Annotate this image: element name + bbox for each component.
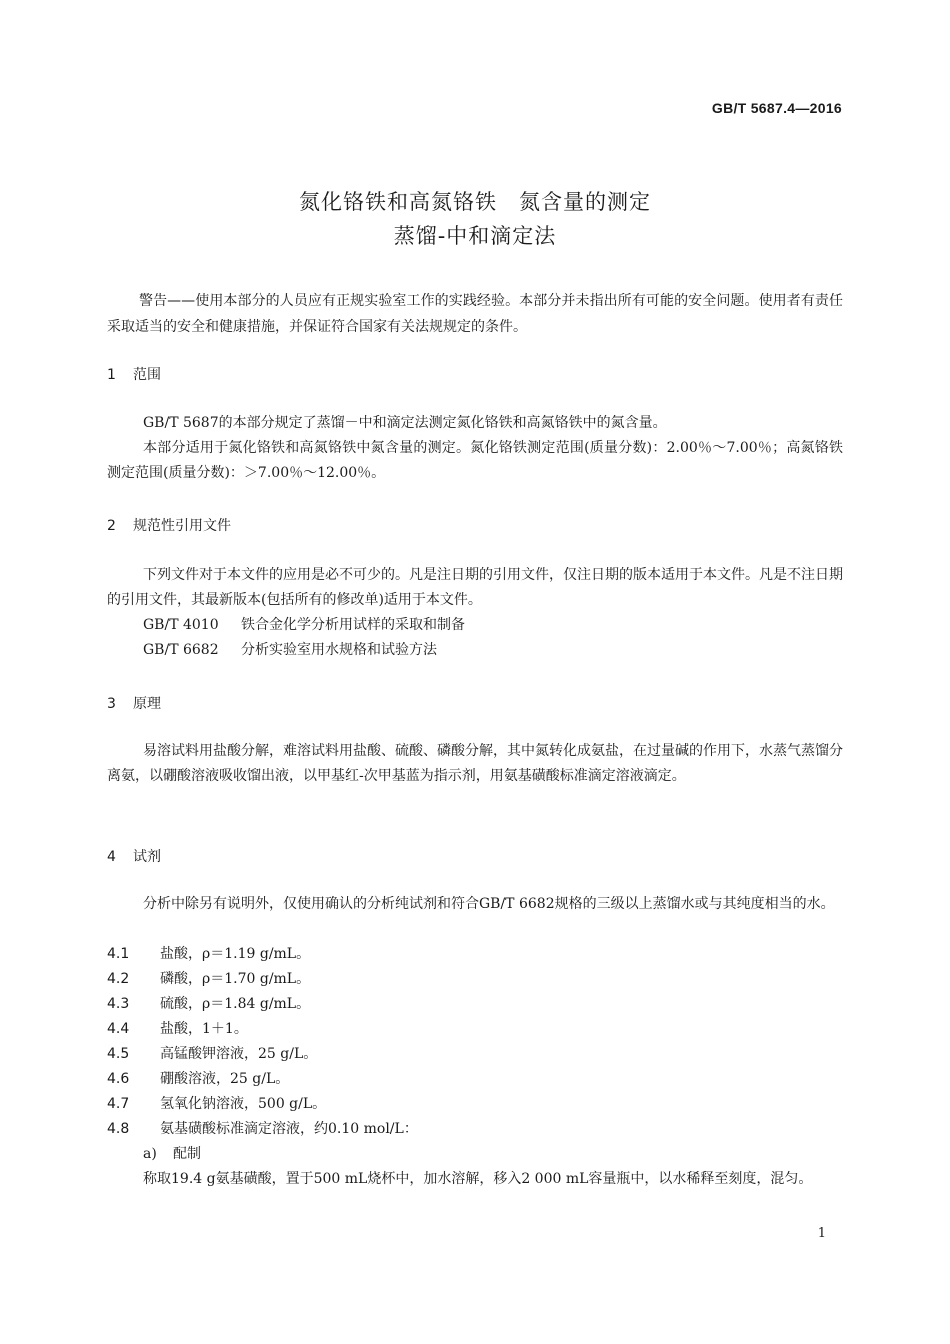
scope-paragraph-1: GB/T 5687的本部分规定了蒸馏－中和滴定法测定氮化铬铁和高氮铬铁中的氮含量。: [143, 415, 667, 431]
normative-paragraph: 下列文件对于本文件的应用是必不可少的。凡是注日期的引用文件，仅注日期的版本适用于本文件。凡是不注日期的引用文件，其最新版本(包括所有的修改单)适用于本文件。: [107, 567, 843, 608]
principle-paragraph: 易溶试料用盐酸分解，难溶试料用盐酸、硫酸、磷酸分解，其中氮转化成氨盐，在过量碱的作用下，水蒸气蒸馏分离氨，以硼酸溶液吸收馏出液，以甲基红-次甲基蓝为指示剂，用氨基磺酸标准滴定溶液滴定。: [107, 743, 843, 784]
item-text: 硼酸溶液，25 g/L。: [160, 1071, 290, 1087]
section-title: 规范性引用文件: [133, 518, 231, 534]
reagent-item: [107, 967, 310, 992]
sub-item-a: [143, 1142, 201, 1167]
reagent-item: [107, 942, 310, 967]
section-title: 试剂: [133, 849, 161, 865]
section-number: 4: [107, 849, 116, 865]
item-number: 4.2: [107, 971, 130, 987]
reference-row: [143, 613, 465, 638]
reagent-item: [107, 1117, 418, 1142]
reference-row: [143, 638, 437, 663]
document-subtitle: 蒸馏-中和滴定法: [393, 224, 557, 248]
item-text: 盐酸，ρ＝1.19 g/mL。: [160, 946, 311, 962]
document-title: 氮化铬铁和高氮铬铁 氮含量的测定: [299, 190, 651, 214]
scope-paragraph-2: 本部分适用于氮化铬铁和高氮铬铁中氮含量的测定。氮化铬铁测定范围(质量分数)：2.00％～7.00％；高氮铬铁测定范围(质量分数)：＞7.00％～12.00％。: [107, 440, 843, 481]
item-text: 硫酸，ρ＝1.84 g/mL。: [160, 996, 311, 1012]
section-heading-principle: [107, 693, 161, 713]
section-number: 2: [107, 518, 116, 534]
item-text: 盐酸，1＋1。: [160, 1021, 248, 1037]
reagent-item: [107, 1067, 289, 1092]
reference-code: GB/T 4010: [143, 617, 219, 633]
reagent-item: [107, 1017, 248, 1042]
item-text: 氢氧化钠溶液，500 g/L。: [160, 1096, 327, 1112]
item-text: 磷酸，ρ＝1.70 g/mL。: [160, 971, 311, 987]
section-number: 1: [107, 367, 116, 383]
warning-paragraph: 警告——使用本部分的人员应有正规实验室工作的实践经验。本部分并未指出所有可能的安全问题。使用者有责任采取适当的安全和健康措施，并保证符合国家有关法规规定的条件。: [107, 293, 843, 335]
item-number: 4.4: [107, 1021, 130, 1037]
reference-title: 分析实验室用水规格和试验方法: [241, 642, 437, 658]
item-number: 4.5: [107, 1046, 130, 1062]
section-number: 3: [107, 696, 116, 712]
reference-code: GB/T 6682: [143, 642, 219, 658]
reagent-item: [107, 1092, 326, 1117]
section-heading-scope: [107, 364, 161, 384]
sub-item-label: a): [143, 1146, 157, 1162]
item-number: 4.1: [107, 946, 130, 962]
section-title: 原理: [133, 696, 161, 712]
reference-title: 铁合金化学分析用试样的采取和制备: [241, 617, 465, 633]
page-number: 1: [817, 1226, 826, 1241]
sub-item-text: 配制: [173, 1146, 201, 1162]
standard-code: GB/T 5687.4—2016: [711, 100, 842, 116]
item-text: 高锰酸钾溶液，25 g/L。: [160, 1046, 318, 1062]
item-number: 4.6: [107, 1071, 130, 1087]
preparation-paragraph: 称取19.4 g氨基磺酸，置于500 mL烧杯中，加水溶解，移入2 000 mL容量瓶中，以水稀释至刻度，混匀。: [143, 1171, 813, 1187]
reagent-item: [107, 1042, 317, 1067]
item-text: 氨基磺酸标准滴定溶液，约0.10 mol/L：: [160, 1121, 418, 1137]
section-title: 范围: [133, 367, 161, 383]
section-heading-normative: [107, 515, 231, 535]
item-number: 4.3: [107, 996, 130, 1012]
item-number: 4.8: [107, 1121, 130, 1137]
section-heading-reagents: [107, 846, 161, 866]
item-number: 4.7: [107, 1096, 130, 1112]
reagents-paragraph: 分析中除另有说明外，仅使用确认的分析纯试剂和符合GB/T 6682规格的三级以上蒸馏水或与其纯度相当的水。: [143, 896, 835, 912]
reagent-item: [107, 992, 310, 1017]
